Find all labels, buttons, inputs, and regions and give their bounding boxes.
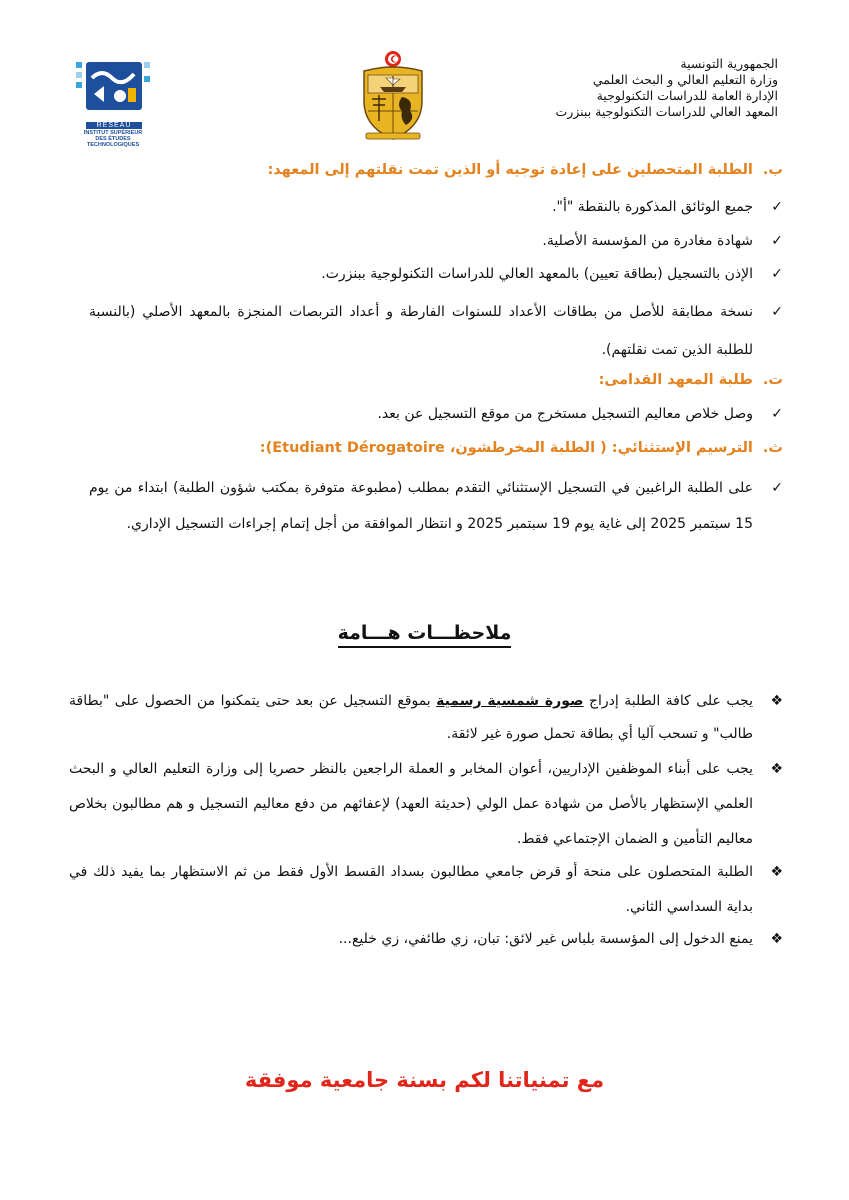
iset-logo — [74, 58, 152, 148]
list-item — [133, 192, 783, 223]
notes-title-text: ملاحظـــات هـــامة — [338, 622, 512, 648]
checkmark-icon: ✓ — [771, 480, 783, 496]
logo-caption-line: INSTITUT SUPÉRIEUR — [83, 130, 143, 136]
note-text-part: بموقع التسجيل عن بعد حتى يتمكنوا من الحصول على "بطاقة طالب" و تسحب آليا أي بطاقة تحمل صورة غير لائقة. — [69, 693, 753, 742]
diamond-bullet-icon: ❖ — [770, 761, 783, 777]
note-text: يجب على أبناء الموظفين الإداريين، أعوان المخابر و العملة الراجعين بالنظر حصريا إلى وزارة التعليم العالي و البحث العلمي الإستظهار بالأصل من شهادة عمل الولي (حديثة العهد) لإعفائهم من دفع معاليم التسجيل و هم مطالبون بخلاص معاليم التأمين و الضمان الإجتماعي فقط. — [69, 761, 753, 847]
note-text — [69, 685, 753, 751]
closing-wish: مع تمنياتنا لكم بسنة جامعية موفقة — [244, 1068, 605, 1092]
section-b-title — [267, 162, 783, 178]
list-item — [133, 259, 783, 290]
checkmark-icon: ✓ — [771, 304, 783, 320]
section-letter: ب. — [762, 162, 783, 178]
checkmark-icon: ✓ — [771, 266, 783, 282]
header-line: المعهد العالي للدراسات التكنولوجية ببنزرت — [555, 104, 778, 119]
logo-caption — [74, 130, 152, 148]
notes-title — [0, 622, 849, 644]
logo-caption-line: DES ÉTUDES — [95, 136, 131, 142]
list-item-text: شهادة مغادرة من المؤسسة الأصلية. — [542, 233, 753, 249]
list-item — [89, 293, 783, 369]
section-title-text: الطلبة المتحصلين على إعادة توجيه أو الذين تمت نقلتهم إلى المعهد: — [267, 162, 753, 178]
checkmark-icon: ✓ — [771, 233, 783, 249]
section-title-text: الترسيم الإستثنائي: ( الطلبة المخرطشون، Etudiant Dérogatoire): — [259, 440, 753, 456]
highlighted-phrase: صورة شمسية رسمية — [436, 693, 584, 709]
section-letter: ث. — [762, 440, 783, 456]
list-item — [89, 470, 783, 542]
note-item — [69, 752, 783, 857]
logo-network-label: RESEAU — [86, 122, 142, 129]
logo-caption-line: TECHNOLOGIQUES — [86, 142, 140, 148]
note-item — [69, 924, 783, 955]
diamond-bullet-icon: ❖ — [770, 693, 783, 709]
section-title-text: طلبة المعهد القدامى: — [598, 372, 753, 388]
note-text-part: يجب على كافة الطلبة إدراج — [588, 693, 753, 709]
tunisia-emblem-icon — [358, 49, 428, 141]
diamond-bullet-icon: ❖ — [770, 864, 783, 880]
header-line: وزارة التعليم العالي و البحث العلمي — [592, 72, 778, 87]
iset-logo-icon — [74, 58, 152, 118]
section-th-title — [260, 440, 783, 456]
section-t-title — [599, 372, 783, 388]
note-item — [69, 855, 783, 925]
note-item — [69, 685, 783, 751]
ministry-header — [555, 56, 778, 120]
diamond-bullet-icon: ❖ — [770, 931, 783, 947]
note-text: الطلبة المتحصلون على منحة أو قرض جامعي مطالبون بسداد القسط الأول فقط من ثم الاستظهار بما يفيد ذلك في بداية السداسي الثاني. — [69, 864, 753, 915]
list-item — [133, 399, 783, 430]
header-line: الجمهورية التونسية — [680, 56, 778, 71]
section-letter: ت. — [762, 372, 783, 388]
checkmark-icon: ✓ — [771, 199, 783, 215]
list-item-text: جميع الوثائق المذكورة بالنقطة "أ". — [552, 199, 753, 215]
list-item-text: وصل خلاص معاليم التسجيل مستخرج من موقع التسجيل عن بعد. — [377, 406, 753, 422]
list-item — [133, 226, 783, 257]
list-item-text: على الطلبة الراغبين في التسجيل الإستثنائي التقدم بمطلب (مطبوعة متوفرة بمكتب شؤون الطلبة) ابتداء من يوم 15 سبتمبر 2025 إلى غاية يوم 19 سبتمبر 2025 و انتظار الموافقة من أجل إتمام إجراءات التسجيل الإداري. — [89, 480, 753, 532]
header-line: الإدارة العامة للدراسات التكنولوجية — [596, 88, 778, 103]
list-item-text: الإذن بالتسجيل (بطاقة تعيين) بالمعهد العالي للدراسات التكنولوجية ببنزرت. — [321, 266, 753, 282]
note-text: يمنع الدخول إلى المؤسسة بلباس غير لائق: تبان، زي طائفي، زي خليع... — [338, 931, 753, 947]
list-item-text: نسخة مطابقة للأصل من بطاقات الأعداد للسنوات الفارطة و أعداد التربصات المنجزة بالمعهد الأصلي (بالنسبة للطلبة الذين تمت نقلتهم). — [89, 304, 753, 358]
checkmark-icon: ✓ — [771, 406, 783, 422]
